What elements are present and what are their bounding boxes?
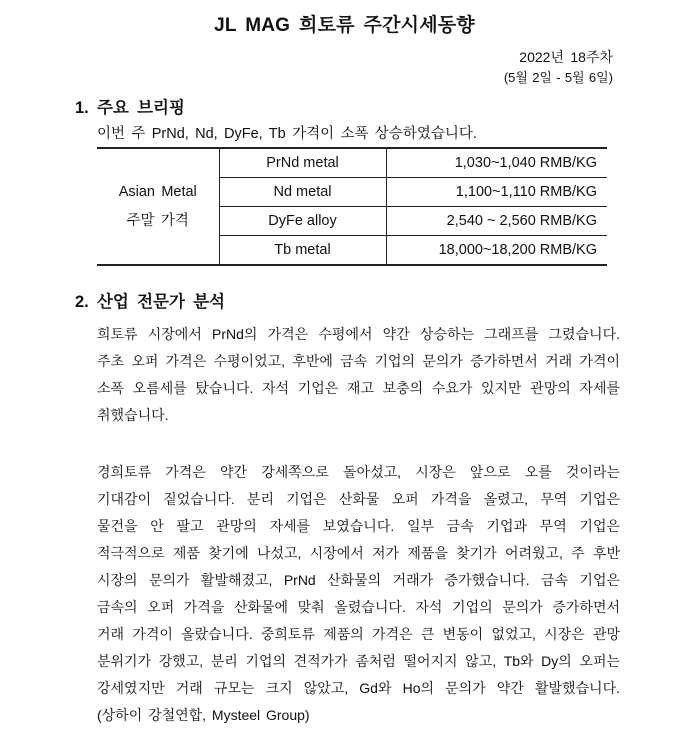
date-range: (5월 2일 - 5월 6일) [503,70,613,85]
week-label: 2022년 18주차 [519,49,613,65]
text-line: 거래 가격이 올랐습니다. 중희토류 제품의 가격은 큰 변동이 없었고, 시장은 관망 [97,626,620,642]
document-title: JL MAG 희토류 주간시세동향 [214,15,475,36]
table-item-cell: PrNd metal [219,148,386,178]
table-item-cell: Nd metal [219,178,386,207]
text-line: 물건을 안 팔고 관망의 자세를 보였습니다. 일부 금속 기업과 무역 기업은 [97,518,620,534]
text-line: 강세였지만 거래 규모는 크지 않았고, Gd와 Ho의 문의가 약간 활발했습니다. [97,680,620,696]
report-meta [75,46,620,88]
text-line: 주초 오퍼 가격은 수평이었고, 후반에 금속 기업의 문의가 증가하면서 거래 가격이 [97,353,620,369]
text-line: 적극적으로 제품 찾기에 나섰고, 시장에서 저가 제품을 찾기가 어려웠고, 주 후반 [97,545,620,561]
text-line: 희토류 시장에서 PrNd의 가격은 수평에서 약간 상승하는 그래프를 그렸습니다. [97,326,620,342]
text-line: (상하이 강철연합, Mysteel Group) [97,707,310,723]
text-line: 금속의 오퍼 가격을 산화물에 맞춰 올렸습니다. 자석 기업의 문의가 증가하면서 [97,599,620,615]
analysis-paragraph-2 [97,459,620,729]
source-label-line1: Asian Metal [118,183,197,200]
text-line: 취했습니다. [97,407,169,423]
section-heading-analysis: 2. 산업 전문가 분석 [75,293,225,311]
table-price-cell: 1,100~1,110 RMB/KG [386,178,607,207]
briefing-intro-text: 이번 주 PrNd, Nd, DyFe, Tb 가격이 소폭 상승하였습니다. [97,126,477,142]
table-price-cell: 1,030~1,040 RMB/KG [386,148,607,178]
table-source-cell [97,148,219,265]
section-heading-briefing: 1. 주요 브리핑 [75,99,185,117]
table-row [97,148,607,178]
table-price-cell: 2,540 ~ 2,560 RMB/KG [386,207,607,236]
text-line: 기대감이 짙었습니다. 분리 기업은 산화물 오퍼 가격을 올렸고, 무역 기업은 [97,491,620,507]
table-price-cell: 18,000~18,200 RMB/KG [438,242,597,258]
analysis-paragraph-1 [97,321,620,429]
text-line: 분위기가 강했고, 분리 기업의 견적가가 좀처럼 떨어지지 않고, Tb와 Dy의 오퍼는 [97,653,620,669]
price-table [97,147,607,266]
text-line: 시장의 문의가 활발해졌고, PrNd 산화물의 거래가 증가했습니다. 금속 기업은 [97,572,620,588]
source-label-line2: 주말 가격 [126,212,189,229]
text-line: 소폭 오름세를 탔습니다. 자석 기업은 재고 보충의 수요가 있지만 관망의 자세를 [97,380,620,396]
text-line: 경희토류 가격은 약간 강세쪽으로 돌아섰고, 시장은 앞으로 오를 것이라는 [97,464,620,480]
table-item-cell: Tb metal [219,236,386,266]
table-item-cell: DyFe alloy [219,207,386,236]
